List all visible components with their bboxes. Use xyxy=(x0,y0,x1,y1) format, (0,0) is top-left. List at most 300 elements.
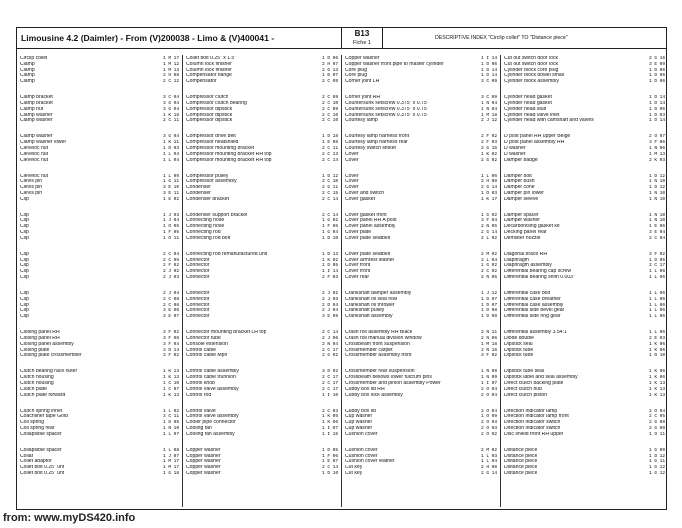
part-name: Circlip collet xyxy=(20,56,48,61)
group-gap xyxy=(501,123,668,133)
part-name: Cover plate seatbelt xyxy=(345,251,391,257)
fiche-reference: 2 C 17 xyxy=(322,380,338,386)
part-name: Crash roll manual division window xyxy=(345,336,422,341)
part-name: D washer xyxy=(504,145,526,151)
part-name: Clamp washer xyxy=(20,118,53,124)
part-name: Closing plate xyxy=(20,347,50,353)
fiche-reference: 1 G 02 xyxy=(322,218,338,224)
fiche-reference: 2 C 14 xyxy=(322,330,338,336)
part-name: Core plug xyxy=(345,73,368,79)
fiche-reference: 1 K 05 xyxy=(322,414,338,420)
fiche-reference: 1 J 12 xyxy=(481,291,497,297)
part-name: Distance piece xyxy=(504,453,538,459)
fiche-reference: 1 G 12 xyxy=(649,465,665,471)
part-name: Clip xyxy=(20,212,29,218)
part-name: Control knob xyxy=(186,380,215,386)
part-name: Clip xyxy=(20,296,29,302)
fiche-reference: 1 O 05 xyxy=(163,224,179,230)
fiche-reference: 1 M 17 xyxy=(163,56,179,61)
part-name: Clip xyxy=(20,314,29,320)
group-gap xyxy=(501,162,668,172)
part-name: Direct clutch piston xyxy=(504,392,548,398)
part-name: Compressor assembly xyxy=(186,179,237,185)
part-name: Clevis pin xyxy=(20,179,43,185)
fiche-reference: 1 L 04 xyxy=(163,151,179,157)
part-name: Connector xyxy=(186,314,210,320)
part-name: Differential case assembly xyxy=(504,302,564,308)
part-name: Control valve xyxy=(186,408,216,414)
fiche-reference: 1 G 18 xyxy=(163,470,179,476)
fiche-reference: 3 C 11 xyxy=(163,414,179,420)
group-gap xyxy=(342,202,500,212)
fiche-reference: 1 D 06 xyxy=(649,73,665,79)
fiche-reference: 3 C 09 xyxy=(481,95,497,101)
part-name: Clip xyxy=(20,251,29,257)
fiche-reference: 1 K 02 xyxy=(481,151,497,157)
part-name: Clutch housing xyxy=(20,380,54,386)
part-name: Distance piece xyxy=(504,447,538,453)
fiche-reference: 1 D 12 xyxy=(322,173,338,179)
fiche-reference: 1 D 13 xyxy=(322,251,338,257)
fiche-code: B13 xyxy=(354,29,370,38)
fiche-reference: 2 J 04 xyxy=(322,308,338,314)
part-name: Damper washer xyxy=(504,218,540,224)
fiche-reference: 1 D 03 xyxy=(163,145,179,151)
fiche-reference: 3 D 14 xyxy=(163,347,179,353)
part-name: Connector mounting bracket LH top xyxy=(186,330,267,336)
part-name: Cylinder head valve inlet xyxy=(504,112,560,118)
fiche-reference: 1 O 11 xyxy=(163,235,179,241)
fiche-reference: 2 C 11 xyxy=(163,118,179,124)
fiche-reference: 1 N 10 xyxy=(649,218,665,224)
part-name: Direction indicator lamp xyxy=(504,408,558,414)
fiche-reference: 2 M 02 xyxy=(481,251,497,257)
fiche-reference: 1 M 18 xyxy=(481,112,497,118)
fiche-reference: 2 C 02 xyxy=(481,269,497,275)
part-name: Cover xyxy=(345,173,359,179)
fiche-reference: 1 L 06 xyxy=(649,296,665,302)
group-gap xyxy=(17,437,182,447)
fiche-reference: 1 L 06 xyxy=(649,275,665,281)
part-name: Crankshaft assembly xyxy=(345,314,393,320)
fiche-reference: 2 O 04 xyxy=(481,408,497,414)
fiche-reference: 1 G 02 xyxy=(481,263,497,269)
part-name: Crossmember assembly front xyxy=(345,353,412,359)
part-name: Crossmember carpet xyxy=(345,347,393,353)
fiche-reference: 2 C 04 xyxy=(649,235,665,241)
group-gap xyxy=(17,280,182,290)
group-gap xyxy=(501,397,668,407)
group-gap xyxy=(17,319,182,329)
fiche-reference: 1 D 06 xyxy=(481,61,497,67)
fiche-reference: 1 K 06 xyxy=(322,420,338,426)
part-name: Differential bearing shim 0.003" xyxy=(504,275,575,281)
sheet-header xyxy=(17,28,666,49)
part-name: Differential side ring gear xyxy=(504,314,561,320)
group-gap xyxy=(501,437,668,447)
fiche-reference: 1 M 18 xyxy=(481,341,497,347)
fiche-reference: 3 F 02 xyxy=(481,353,497,359)
part-name: Clip xyxy=(20,257,29,263)
group-gap xyxy=(17,397,182,407)
fiche-reference: 1 M 17 xyxy=(163,465,179,471)
part-name: Copper washer xyxy=(186,447,221,453)
fiche-reference: 1 M 17 xyxy=(163,459,179,465)
fiche-reference: 1 L 07 xyxy=(163,431,179,437)
part-name: Crankshaft damper assembly xyxy=(345,291,412,297)
group-gap xyxy=(183,319,341,329)
fiche-reference: 2 C 13 xyxy=(322,151,338,157)
fiche-reference: 3 E 11 xyxy=(163,190,179,196)
part-name: Column lock finisher xyxy=(186,61,232,67)
part-name: Compressor pulley xyxy=(186,173,229,179)
part-name: Clip xyxy=(20,224,29,230)
fiche-reference: 2 C 15 xyxy=(322,190,338,196)
fiche-reference: 1 I 15 xyxy=(322,431,338,437)
part-name: Connector xyxy=(186,275,210,281)
part-name: Control rod xyxy=(186,392,212,398)
group-gap xyxy=(501,280,668,290)
fiche-reference: 1 D 14 xyxy=(649,95,665,101)
part-name: Cushion cover leather xyxy=(345,459,395,465)
fiche-reference: 1 E 08 xyxy=(322,140,338,146)
fiche-reference: 1 K 06 xyxy=(649,375,665,381)
fiche-reference: 3 F 02 xyxy=(649,251,665,257)
part-name: Coil spring xyxy=(20,420,45,426)
part-name: Dipstick label and seal assembly xyxy=(504,375,578,381)
fiche-reference: 2 G 11 xyxy=(322,185,338,191)
fiche-reference: 1 G 11 xyxy=(649,459,665,465)
descriptive-index-range: DESCRIPTIVE INDEX "Circlip collet" TO "Distance piece" xyxy=(435,35,568,41)
part-name: Copper washer xyxy=(186,459,221,465)
group-gap xyxy=(342,397,500,407)
fiche-reference: 2 C 17 xyxy=(322,347,338,353)
fiche-reference: 2 C 14 xyxy=(322,465,338,471)
fiche-reference: 1 D 14 xyxy=(649,100,665,106)
part-name: Differential side bevel gear xyxy=(504,308,565,314)
fiche-reference: 1 K 17 xyxy=(481,196,497,202)
group-gap xyxy=(501,241,668,251)
fiche-reference: 1 F 05 xyxy=(163,230,179,236)
part-name: Connecting hose xyxy=(186,224,225,230)
part-name: Condenser bracket xyxy=(186,196,230,202)
fiche-reference: 2 G 13 xyxy=(322,67,338,73)
part-name: Cover plate seatbelt xyxy=(345,235,391,241)
fiche-reference: 1 D 07 xyxy=(481,296,497,302)
fiche-reference: 3 F 02 xyxy=(163,330,179,336)
part-name: Differential case bolt xyxy=(504,291,551,297)
part-name: Clamp xyxy=(20,79,35,85)
part-name: Cover and switch xyxy=(345,190,385,196)
part-name: Compressor clutch xyxy=(186,95,229,101)
fiche-reference: 1 G 02 xyxy=(481,212,497,218)
part-name: Cup washer xyxy=(345,420,373,426)
part-name: Clip xyxy=(20,196,29,202)
group-gap xyxy=(342,319,500,329)
part-name: Decking panel rear xyxy=(504,230,547,236)
fiche-reference: 2 N 05 xyxy=(481,275,497,281)
fiche-reference: 1 G 09 xyxy=(649,447,665,453)
part-name: Copper washer xyxy=(186,465,221,471)
part-name: Connector xyxy=(186,257,210,263)
fiche-reference: 1 M 13 xyxy=(163,67,179,73)
part-name: Damper pin lower xyxy=(504,190,544,196)
part-name: Cubby box lid xyxy=(345,408,376,414)
part-name: Control cable assembly xyxy=(186,369,239,375)
part-name: Courtesy switch striker xyxy=(345,145,397,151)
part-name: Dipstick tube xyxy=(504,353,534,359)
fiche-reference: 1 D 12 xyxy=(649,185,665,191)
fiche-reference: 2 G 16 xyxy=(649,56,665,61)
fiche-reference: 2 J 04 xyxy=(163,291,179,297)
fiche-reference: 2 N 05 xyxy=(481,224,497,230)
fiche-reference: 1 G 11 xyxy=(163,179,179,185)
part-name: Control cable xyxy=(186,347,217,353)
fiche-reference: 2 C 10 xyxy=(322,118,338,124)
fiche-reference: 1 G 12 xyxy=(649,470,665,476)
fiche-reference: 1 D 08 xyxy=(481,308,497,314)
fiche-reference: 1 D 05 xyxy=(163,420,179,426)
group-gap xyxy=(342,84,500,94)
part-name: Connector xyxy=(186,263,210,269)
part-name: Connecting rod remanufactured unit xyxy=(186,251,268,257)
index-row xyxy=(183,470,341,476)
part-name: Core plug xyxy=(345,67,368,73)
part-name: Cover gasket front xyxy=(345,212,387,218)
part-name: Control valve assembly xyxy=(186,414,239,420)
part-name: Diaphragm xyxy=(504,257,529,263)
part-name: Countersunk setscrew 0.375" x 0.75" xyxy=(345,112,429,118)
part-name: Clevelоc nut xyxy=(20,145,49,151)
group-gap xyxy=(17,358,182,368)
part-name: Cut out switch door lock xyxy=(504,56,559,61)
fiche-reference: 1 K 13 xyxy=(163,392,179,398)
part-name: Compensator xyxy=(186,79,217,85)
index-column-3 xyxy=(342,55,501,507)
index-column-2 xyxy=(183,55,342,507)
part-name: Crossmember and pinion assembly Power xyxy=(345,380,441,386)
fiche-reference: 2 J 02 xyxy=(163,269,179,275)
group-gap xyxy=(501,202,668,212)
fiche-reference: 1 D 18 xyxy=(322,134,338,140)
part-name: Cubby box lock assembly xyxy=(345,392,403,398)
fiche-reference: 3 F 06 xyxy=(163,336,179,341)
fiche-reference: 1 C 10 xyxy=(163,380,179,386)
fiche-reference: 3 G 04 xyxy=(163,100,179,106)
fiche-reference: 1 J 07 xyxy=(163,453,179,459)
part-name: Clamp nut xyxy=(20,106,44,112)
part-name: Cover front xyxy=(345,269,371,275)
fiche-reference: 1 K 13 xyxy=(649,392,665,398)
part-name: Connector xyxy=(186,291,210,297)
part-name: Condenser xyxy=(186,190,211,196)
fiche-reference: 3 F 02 xyxy=(163,353,179,359)
fiche-reference: 2 F 02 xyxy=(481,134,497,140)
fiche-reference: 2 N 11 xyxy=(481,330,497,336)
part-name: Clutch plate xyxy=(20,386,47,392)
part-name: Demister nozzle xyxy=(504,235,541,241)
group-gap xyxy=(501,358,668,368)
part-name: Connector tube xyxy=(186,336,221,341)
group-gap xyxy=(342,280,500,290)
part-name: Clip xyxy=(20,235,29,241)
part-name: Cut out switch door lock xyxy=(504,61,559,67)
fiche-reference: 2 C 05 xyxy=(649,414,665,420)
part-name: Clip xyxy=(20,263,29,269)
part-name: Cover xyxy=(345,179,359,185)
part-name: Compressor mounting bracket RH top xyxy=(186,151,272,157)
index-row xyxy=(501,470,668,476)
fiche-reference: 2 N 06 xyxy=(481,336,497,341)
fiche-reference: 1 D 05 xyxy=(649,257,665,263)
fiche-reference: 1 M 12 xyxy=(163,61,179,67)
part-name: Cover panel RH A post xyxy=(345,218,397,224)
part-name: Crossbeam front suspension xyxy=(345,341,410,347)
part-name: Copper washer xyxy=(186,453,221,459)
part-name: Cylinder head with camshaft and valves xyxy=(504,118,594,124)
fiche-reference: 1 D 05 xyxy=(322,447,338,453)
parts-index-sheet xyxy=(16,27,667,510)
fiche-reference: 2 O 03 xyxy=(481,420,497,426)
part-name: Crankshaft pulley xyxy=(345,308,385,314)
part-name: Compressor dipstick xyxy=(186,118,233,124)
part-name: Connecting hose xyxy=(186,218,225,224)
source-watermark: from: www.myDS420.info xyxy=(3,512,136,524)
fiche-box xyxy=(341,28,383,48)
fiche-reference: 3 E 09 xyxy=(649,61,665,67)
fiche-reference: 2 H 08 xyxy=(163,73,179,79)
fiche-reference: 1 N 04 xyxy=(481,106,497,112)
fiche-reference: 2 G 14 xyxy=(481,185,497,191)
fiche-reference: 2 C 04 xyxy=(163,251,179,257)
part-name: Connector xyxy=(186,302,210,308)
fiche-reference: 3 G 04 xyxy=(163,106,179,112)
fiche-reference: 1 D 06 xyxy=(649,79,665,85)
part-name: Compressor heatshield xyxy=(186,140,239,146)
part-name: Console extension xyxy=(186,341,228,347)
part-name: Connector xyxy=(186,308,210,314)
fiche-reference: 2 F 03 xyxy=(481,140,497,146)
fiche-reference: 1 D 14 xyxy=(481,67,497,73)
fiche-reference: 1 L 06 xyxy=(649,308,665,314)
part-name: Direct clutch hub xyxy=(504,386,542,392)
fiche-reference: 2 C 03 xyxy=(322,408,338,414)
part-name: Cover armrest leather xyxy=(345,257,395,263)
fiche-reference: 1 M 13 xyxy=(649,151,665,157)
fiche-reference: 3 C 09 xyxy=(481,79,497,85)
fiche-reference: 1 I 14 xyxy=(322,269,338,275)
fiche-reference: 1 E 07 xyxy=(322,459,338,465)
fiche-reference: 2 K 03 xyxy=(649,157,665,163)
fiche-reference: 1 L 09 xyxy=(163,173,179,179)
part-name: Damper bolt xyxy=(504,173,532,179)
part-name: Compressor clutch bearing xyxy=(186,100,247,106)
part-name: Direct clutch backing plate xyxy=(504,380,564,386)
fiche-reference: 2 C 14 xyxy=(322,196,338,202)
fiche-reference: 2 O 02 xyxy=(481,431,497,437)
part-name: Control valve assembly xyxy=(186,386,239,392)
fiche-reference: 1 D 12 xyxy=(649,173,665,179)
fiche-reference: 1 L 03 xyxy=(481,453,497,459)
part-name: Cup washer xyxy=(345,425,373,431)
part-name: Clip xyxy=(20,218,29,224)
fiche-reference: 2 D 04 xyxy=(322,302,338,308)
fiche-reference: 2 O 04 xyxy=(481,392,497,398)
fiche-reference: 1 D 10 xyxy=(322,235,338,241)
part-name: Decarbonising gasket kit xyxy=(504,224,560,230)
group-gap xyxy=(183,241,341,251)
fiche-reference: 3 F 04 xyxy=(163,341,179,347)
part-name: Clip xyxy=(20,308,29,314)
part-name: Cushion cover xyxy=(345,431,378,437)
part-name: Dipstick tube xyxy=(504,347,534,353)
part-name: Closing panel RH xyxy=(20,330,60,336)
fiche-reference: 3 G 04 xyxy=(163,134,179,140)
fiche-reference: 1 E 06 xyxy=(649,224,665,230)
fiche-reference: 1 K 13 xyxy=(163,369,179,375)
fiche-reference: 1 K 13 xyxy=(649,380,665,386)
fiche-reference: 2 G 02 xyxy=(481,157,497,163)
group-gap xyxy=(501,84,668,94)
fiche-reference: 1 D 05 xyxy=(322,263,338,269)
fiche-reference: 2 F 02 xyxy=(163,263,179,269)
group-gap xyxy=(183,437,341,447)
part-name: Clutch housing xyxy=(20,375,54,381)
part-name: Condenser support bracket xyxy=(186,212,248,218)
fiche-reference: 2 C 17 xyxy=(322,386,338,392)
part-name: Differential bearing cap screw xyxy=(504,269,572,275)
part-name: Cup washer xyxy=(345,414,373,420)
part-name: Closing panel assembly xyxy=(20,341,74,347)
fiche-reference: 1 L 08 xyxy=(163,447,179,453)
part-name: Cover gasket xyxy=(345,196,376,202)
fiche-reference: 2 C 09 xyxy=(322,79,338,85)
fiche-reference: 1 N 10 xyxy=(649,179,665,185)
part-name: Cylinder block core plug xyxy=(504,67,559,73)
part-name: Cooler pipe connector xyxy=(186,420,236,426)
part-name: Direction indicator switch xyxy=(504,425,561,431)
part-name: Dipstick tube seal xyxy=(504,369,544,375)
part-name: Cover plate xyxy=(345,230,372,236)
part-name: Clutch bearing race outer xyxy=(20,369,78,375)
group-gap xyxy=(183,84,341,94)
fiche-reference: 2 G 15 xyxy=(481,145,497,151)
fiche-reference: 3 C 04 xyxy=(163,95,179,101)
fiche-reference: 2 N 16 xyxy=(481,347,497,353)
fiche-reference: 1 O 09 xyxy=(481,414,497,420)
fiche-reference: 2 O 07 xyxy=(649,134,665,140)
group-gap xyxy=(17,202,182,212)
part-name: Damper cone xyxy=(504,185,535,191)
fiche-reference: 2 O 03 xyxy=(481,425,497,431)
part-name: Cylinder block assembly xyxy=(504,79,559,85)
fiche-reference: 1 K 11 xyxy=(163,140,179,146)
fiche-reference: 1 D 14 xyxy=(649,118,665,124)
part-name: Compressor mounting bracket RH top xyxy=(186,157,272,163)
fiche-reference: 2 L 02 xyxy=(481,235,497,241)
fiche-reference: 1 N 10 xyxy=(649,196,665,202)
part-name: Cushion cover xyxy=(345,447,378,453)
part-name: Clip xyxy=(20,302,29,308)
fiche-reference: 1 C 07 xyxy=(163,386,179,392)
part-name: Cushion cover xyxy=(345,453,378,459)
part-name: Collet bolt 0.25" unf xyxy=(20,465,65,471)
part-name: Clip xyxy=(20,291,29,297)
fiche-reference: 2 M 02 xyxy=(481,447,497,453)
fiche-reference: 2 O 04 xyxy=(649,408,665,414)
part-name: Crossmember rear suspension xyxy=(345,369,415,375)
fiche-reference: 2 C 10 xyxy=(322,100,338,106)
